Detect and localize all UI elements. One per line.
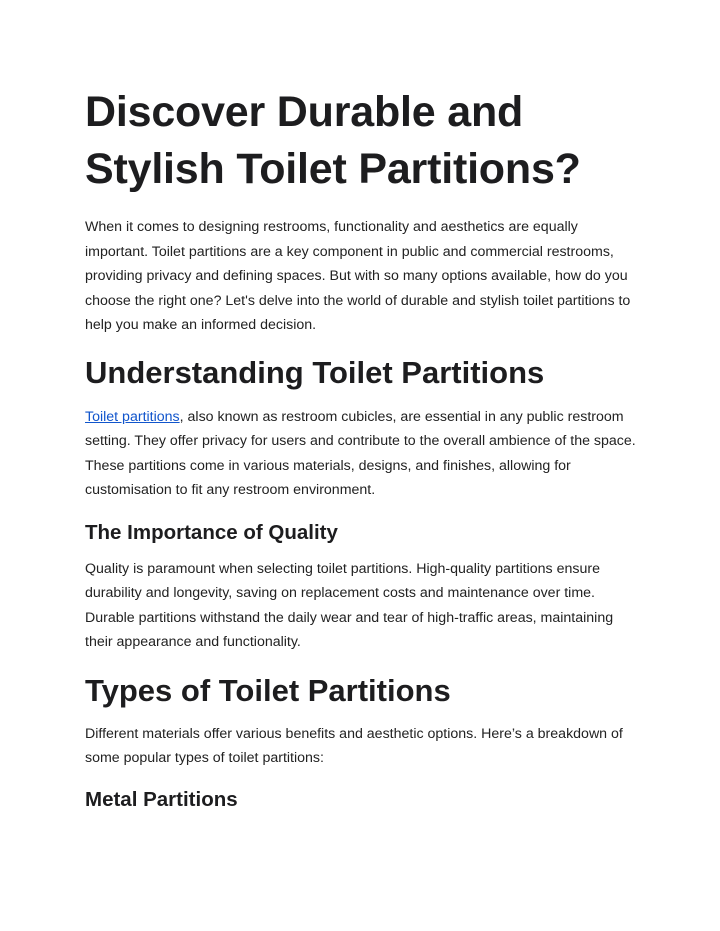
toilet-partitions-link[interactable]: Toilet partitions	[85, 408, 180, 425]
document-page	[85, 84, 640, 814]
types-paragraph: Different materials offer various benefits and aesthetic options. Here’s a breakdown of some popular types of toilet partitions:	[85, 725, 623, 766]
intro-paragraph: When it comes to designing restrooms, functionality and aesthetics are equally important. Toilet partitions are a key component in public and commercial restrooms, providing privacy and defining spaces. But with so many options available, how do you choose the right one? Let's delve into the world of durable and stylish toilet partitions to help you make an informed decision.	[85, 219, 631, 333]
quality-paragraph: Quality is paramount when selecting toilet partitions. High-quality partitions ensure durability and longevity, saving on replacement costs and maintenance over time. Durable partitions withstand the daily wear and tear of high-traffic areas, maintaining their appearance and functionality.	[85, 560, 614, 650]
section-heading-quality: The Importance of Quality	[85, 520, 338, 544]
understanding-paragraph-text: , also known as restroom cubicles, are essential in any public restroom setting. They offer privacy for users and contribute to the overall ambience of the space. These partitions come in various materials, designs, and finishes, allowing for customisation to fit any restroom environment.	[85, 408, 636, 498]
section-heading-types: Types of Toilet Partitions	[85, 672, 451, 708]
section-heading-understanding: Understanding Toilet Partitions	[85, 354, 545, 390]
section-heading-metal: Metal Partitions	[85, 787, 238, 811]
understanding-paragraph	[85, 405, 640, 503]
page-title: Discover Durable and Stylish Toilet Partitions?	[85, 88, 581, 193]
